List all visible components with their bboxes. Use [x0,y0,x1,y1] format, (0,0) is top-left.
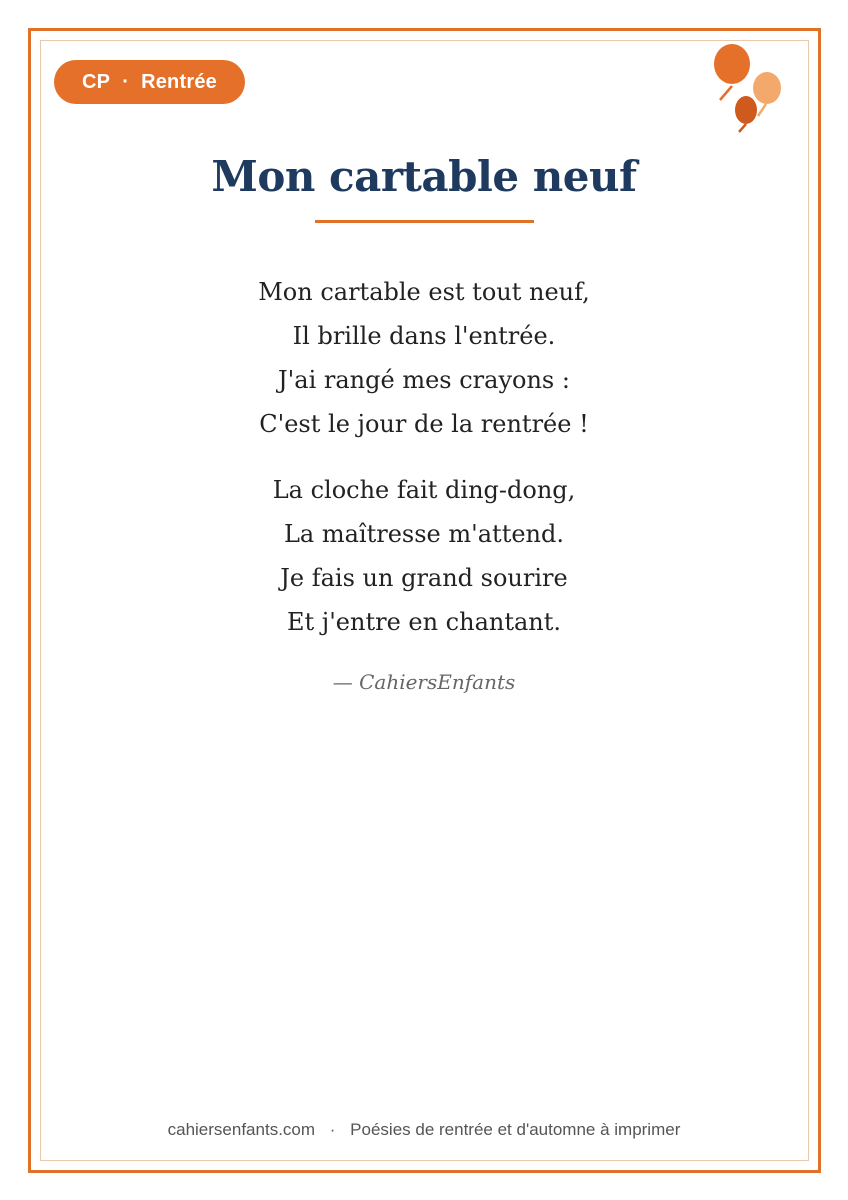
balloons-icon [708,42,788,134]
level-badge [54,60,245,104]
poem-line: C'est le jour de la rentrée ! [259,410,589,438]
balloon-dark-icon [735,96,757,124]
poem-body [0,270,848,666]
poem-line: La maîtresse m'attend. [283,520,564,548]
badge-level: CP [82,70,111,93]
footer-tagline: Poésies de rentrée et d'automne à imprimer [350,1120,681,1139]
stanza-1 [0,270,848,446]
footer-site-link[interactable]: cahiersenfants.com [167,1120,316,1139]
balloon-light-icon [753,72,781,104]
badge-separator: · [122,70,130,93]
footer-separator: · [329,1120,336,1139]
poem-line: Je fais un grand sourire [280,564,568,592]
balloon-light-string [758,104,766,116]
badge-theme: Rentrée [141,70,217,93]
poem-author: — CahiersEnfants [332,670,516,694]
balloon-large-string [720,86,732,100]
page-footer [0,1120,848,1140]
poem-line: J'ai rangé mes crayons : [278,366,570,394]
title-underline [315,220,534,223]
poem-line: Il brille dans l'entrée. [292,322,556,350]
poem-line: Mon cartable est tout neuf, [258,278,590,306]
stanza-2 [0,468,848,644]
poem-line: Et j'entre en chantant. [286,608,562,636]
poem-title: Mon cartable neuf [211,152,637,201]
balloon-large-icon [714,44,750,84]
balloon-dark-string [739,124,746,132]
poem-line: La cloche fait ding-dong, [272,476,576,504]
